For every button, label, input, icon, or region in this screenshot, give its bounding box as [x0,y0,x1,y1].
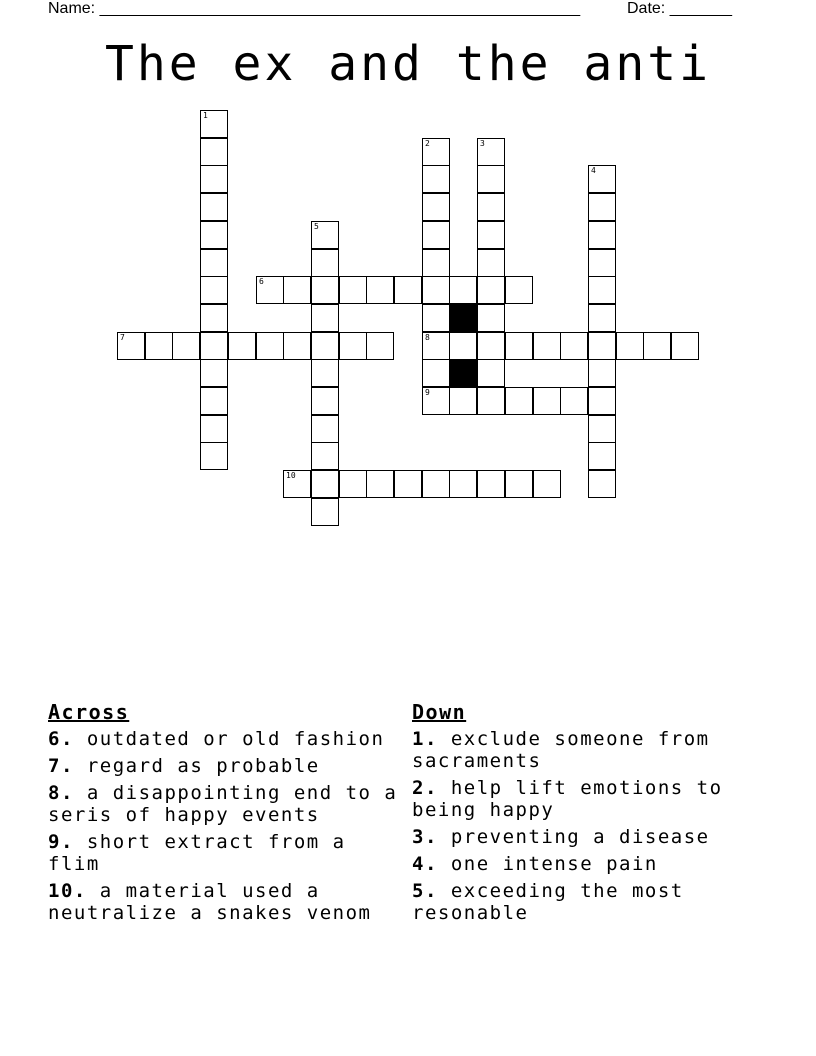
grid-cell[interactable] [505,332,533,360]
down-heading: Down [412,700,467,724]
clue-number: 4 [591,166,596,175]
grid-cell[interactable] [311,442,339,470]
grid-cell[interactable] [560,387,588,415]
grid-cell[interactable] [643,332,671,360]
grid-cell[interactable] [283,470,311,498]
grid-cell[interactable] [477,138,505,166]
clue-down-4: 4. one intense pain [412,853,658,875]
grid-cell[interactable] [311,332,339,360]
grid-cell[interactable] [200,415,228,443]
grid-cell[interactable] [477,332,505,360]
clue-number: 7 [120,333,125,342]
grid-cell[interactable] [588,415,616,443]
grid-cell[interactable] [422,304,450,332]
clue-number: 9 [425,388,430,397]
clue-number: 6 [259,277,264,286]
grid-cell[interactable] [588,470,616,498]
grid-cell[interactable] [200,387,228,415]
grid-cell[interactable] [588,193,616,221]
grid-cell[interactable] [533,470,561,498]
grid-cell[interactable] [200,110,228,138]
clue-number: 2 [425,139,430,148]
grid-cell[interactable] [311,249,339,277]
grid-cell[interactable] [200,304,228,332]
grid-cell[interactable] [422,193,450,221]
grid-cell[interactable] [200,249,228,277]
grid-cell[interactable] [477,359,505,387]
name-field-label: Name: ______________________________________________________ [48,0,581,17]
grid-cell[interactable] [449,332,477,360]
grid-cell[interactable] [256,276,284,304]
grid-cell[interactable] [422,359,450,387]
clue-across-9: 9. short extract from a flim [48,831,346,875]
grid-cell[interactable] [145,332,173,360]
grid-cell[interactable] [505,276,533,304]
grid-cell[interactable] [616,332,644,360]
grid-cell[interactable] [422,470,450,498]
grid-cell[interactable] [200,359,228,387]
grid-cell[interactable] [588,276,616,304]
grid-cell[interactable] [200,138,228,166]
grid-cell[interactable] [477,221,505,249]
grid-cell[interactable] [588,387,616,415]
grid-cell[interactable] [533,332,561,360]
grid-cell[interactable] [449,276,477,304]
grid-cell[interactable] [671,332,699,360]
clue-number: 1 [203,111,208,120]
grid-cell[interactable] [477,165,505,193]
grid-cell[interactable] [339,470,367,498]
grid-cell[interactable] [477,249,505,277]
grid-cell[interactable] [588,442,616,470]
grid-cell[interactable] [366,332,394,360]
clue-down-1: 1. exclude someone from sacraments [412,728,710,772]
clue-across-6: 6. outdated or old fashion [48,728,385,750]
grid-cell[interactable] [588,249,616,277]
grid-cell[interactable] [200,442,228,470]
grid-cell[interactable] [394,470,422,498]
clue-across-8: 8. a disappointing end to a seris of happy events [48,782,398,826]
down-clues [412,700,752,929]
clue-down-3: 3. preventing a disease [412,826,710,848]
grid-cell[interactable] [505,387,533,415]
grid-cell[interactable] [449,470,477,498]
grid-cell[interactable] [311,498,339,526]
grid-cell[interactable] [366,470,394,498]
grid-cell[interactable] [256,332,284,360]
grid-cell[interactable] [200,221,228,249]
grid-cell[interactable] [588,332,616,360]
grid-cell[interactable] [505,470,533,498]
clue-number: 3 [480,139,485,148]
grid-cell[interactable] [394,276,422,304]
grid-cell[interactable] [339,276,367,304]
clue-across-7: 7. regard as probable [48,755,320,777]
grid-cell[interactable] [449,387,477,415]
grid-cell[interactable] [422,138,450,166]
black-cell [449,359,477,387]
grid-cell[interactable] [588,359,616,387]
clue-number: 8 [425,333,430,342]
grid-cell[interactable] [311,359,339,387]
grid-cell[interactable] [311,276,339,304]
grid-cell[interactable] [477,193,505,221]
grid-cell[interactable] [366,276,394,304]
grid-cell[interactable] [477,470,505,498]
grid-cell[interactable] [311,470,339,498]
across-heading: Across [48,700,130,724]
black-cell [449,304,477,332]
clue-down-5: 5. exceeding the most resonable [412,880,684,924]
puzzle-title: The ex and the anti [104,36,712,92]
grid-cell[interactable] [283,276,311,304]
grid-cell[interactable] [311,387,339,415]
grid-cell[interactable] [477,304,505,332]
grid-cell[interactable] [533,387,561,415]
grid-cell[interactable] [422,165,450,193]
grid-cell[interactable] [422,249,450,277]
grid-cell[interactable] [172,332,200,360]
grid-cell[interactable] [588,304,616,332]
grid-cell[interactable] [477,276,505,304]
grid-cell[interactable] [422,221,450,249]
clue-down-2: 2. help lift emotions to being happy [412,777,723,821]
grid-cell[interactable] [311,415,339,443]
grid-cell[interactable] [588,221,616,249]
grid-cell[interactable] [339,332,367,360]
grid-cell[interactable] [311,304,339,332]
clue-number: 5 [314,222,319,231]
grid-cell[interactable] [422,387,450,415]
grid-cell[interactable] [422,276,450,304]
grid-cell[interactable] [228,332,256,360]
grid-cell[interactable] [117,332,145,360]
grid-cell[interactable] [311,221,339,249]
grid-cell[interactable] [588,165,616,193]
date-field-label: Date: _______ [627,0,732,17]
grid-cell[interactable] [477,387,505,415]
grid-cell[interactable] [283,332,311,360]
clue-across-10: 10. a material used a neutralize a snakes venom [48,880,372,924]
grid-cell[interactable] [422,332,450,360]
grid-cell[interactable] [560,332,588,360]
grid-cell[interactable] [200,276,228,304]
grid-cell[interactable] [200,193,228,221]
clue-number: 10 [286,471,296,480]
grid-cell[interactable] [200,332,228,360]
across-clues [48,700,398,929]
grid-cell[interactable] [200,165,228,193]
